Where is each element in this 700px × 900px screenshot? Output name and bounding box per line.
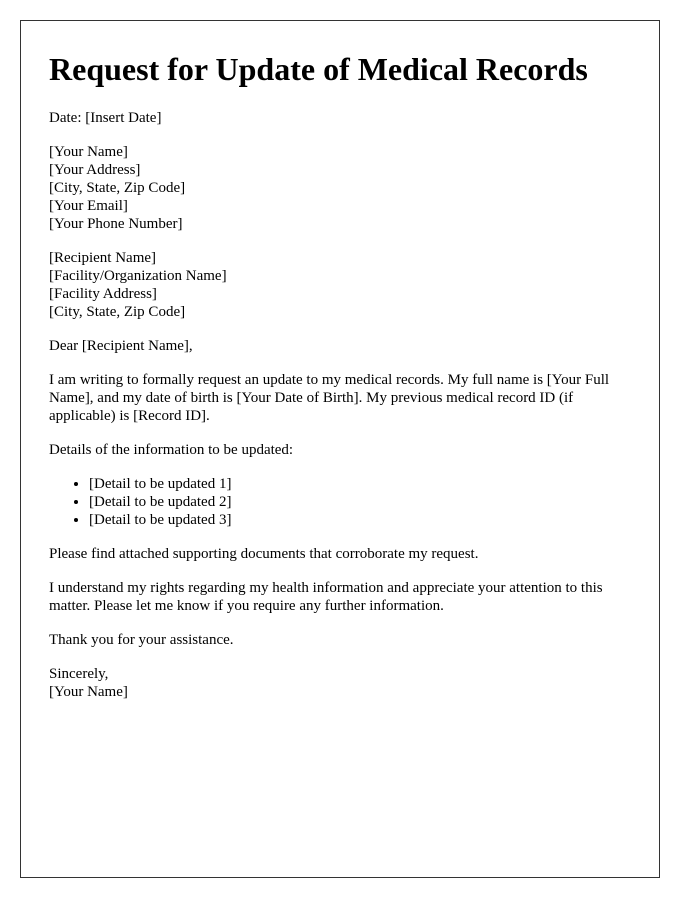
thanks-paragraph: Thank you for your assistance. — [49, 632, 234, 648]
list-item: • [Detail to be updated 3] — [89, 511, 631, 529]
rights-paragraph: I understand my rights regarding my health information and appreciate your attention to this matter. Please let me know if you require any further information. — [49, 580, 603, 614]
sender-address — [49, 143, 631, 233]
recipient-name: [Recipient Name] — [49, 250, 157, 266]
letter-title: Request for Update of Medical Records — [49, 51, 588, 87]
recipient-address — [49, 249, 631, 321]
sender-email: [Your Email] — [49, 198, 128, 214]
intro-paragraph: I am writing to formally request an update to my medical records. My full name is [Your Full Name], and my date of birth is [Your Date of Birth]. My previous medical record ID (if applicable) is [Record ID]. — [49, 372, 610, 424]
recipient-facility-address: [Facility Address] — [49, 286, 157, 302]
closing: Sincerely, — [49, 666, 109, 682]
letter-page — [20, 20, 660, 878]
list-item: • [Detail to be updated 2] — [89, 493, 631, 511]
sender-city-state-zip: [City, State, Zip Code] — [49, 180, 186, 196]
salutation: Dear [Recipient Name], — [49, 338, 193, 354]
recipient-organization: [Facility/Organization Name] — [49, 268, 227, 284]
details-heading: Details of the information to be updated: — [49, 442, 294, 458]
sender-phone: [Your Phone Number] — [49, 216, 183, 232]
signature-block — [49, 665, 631, 701]
sender-address-line: [Your Address] — [49, 162, 141, 178]
signature-name: [Your Name] — [49, 684, 128, 700]
recipient-city-state-zip: [City, State, Zip Code] — [49, 304, 186, 320]
sender-name: [Your Name] — [49, 144, 128, 160]
details-list — [49, 475, 631, 529]
list-item: • [Detail to be updated 1] — [89, 475, 631, 493]
date-line: Date: [Insert Date] — [49, 110, 162, 126]
attachments-paragraph: Please find attached supporting documents that corroborate my request. — [49, 546, 479, 562]
